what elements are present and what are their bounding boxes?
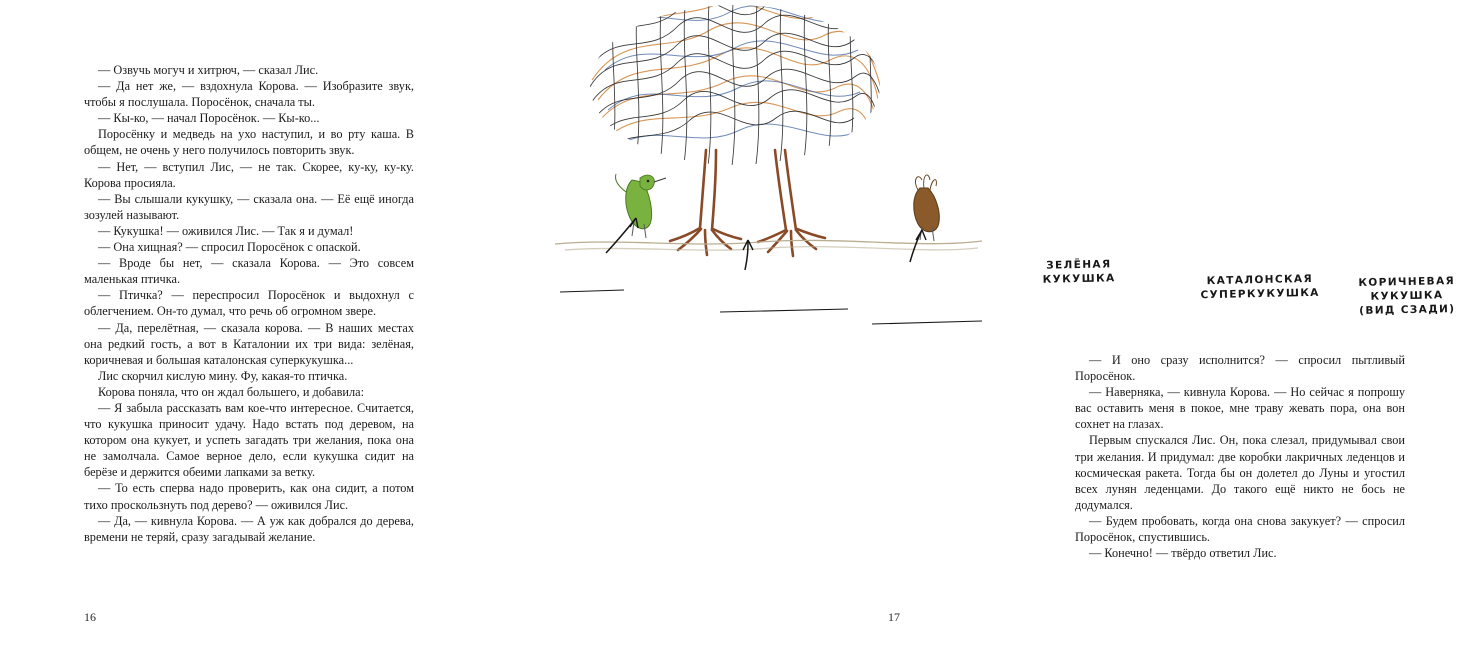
paragraph: Первым спускался Лис. Он, пока слезал, придумывал свои три желания. И придумал: две коробки лакричных леденцов и космическая ракета. Тогда бы он долетел до Луны и угостил всех лунян леденцами. До такого ещё никто не бось не додумался.: [1075, 433, 1405, 512]
paragraph: — Конечно! — твёрдо ответил Лис.: [1089, 546, 1277, 561]
paragraph: — Вы слышали кукушку, — сказала она. — Её ещё иногда зозулей называют.: [84, 191, 414, 222]
right-page-body: [1075, 352, 1405, 561]
paragraph: — Кы-ко, — начал Поросёнок. — Кы-ко...: [98, 111, 320, 126]
paragraph: — Птичка? — переспросил Поросёнок и выдохнул с облегчением. Он-то думал, что речь об огромном звере.: [84, 288, 414, 319]
paragraph: — То есть сперва надо проверить, как она сидит, а потом тихо проскользнуть под дерево? — оживился Лис.: [84, 481, 414, 512]
paragraph: Корова поняла, что он ждал большего, и добавила:: [98, 384, 364, 399]
paragraph: — Озвучь могуч и хитрюч, — сказал Лис.: [98, 63, 319, 77]
paragraph: Лис скорчил кислую мину. Фу, какая-то птичка.: [98, 368, 348, 383]
left-page-body: [84, 62, 414, 545]
page-number-right: 17: [888, 610, 900, 624]
paragraph: — Будем пробовать, когда она снова закукует? — спросил Поросёнок, спустившись.: [1075, 513, 1405, 545]
label-catalan-supercuckoo: КАТАЛОНСКАЯ СУПЕРКУКУШКА: [1200, 272, 1320, 302]
right-page: [500, 0, 1456, 667]
paragraph: — Нет, — вступил Лис, — не так. Скорее, ку-ку, ку-ку. Корова просияла.: [84, 159, 414, 190]
green-cuckoo-bird: [615, 174, 666, 238]
tree-crown: [588, 0, 892, 166]
paragraph: Поросёнку и медведь на ухо наступил, и во рту каша. В общем, не очень у него получилось повторить звук.: [84, 127, 414, 158]
paragraph: — Да, — кивнула Корова. — А уж как добрался до дерева, времени не теряй, сразу загадывай желание.: [84, 513, 414, 544]
paragraph: — Кукушка! — оживился Лис. — Так я и думал!: [98, 223, 354, 238]
tree-illustration: [520, 0, 990, 345]
label-green-cuckoo: ЗЕЛЁНАЯ КУКУШКА: [1042, 258, 1116, 286]
paragraph: — И оно сразу исполнится? — спросил пытливый Поросёнок.: [1075, 353, 1405, 384]
paragraph: — Наверняка, — кивнула Корова. — Но сейчас я попрошу вас оставить меня в покое, мне траву жевать пора, она вон сохнет на глазах.: [1075, 385, 1405, 432]
paragraph: — Она хищная? — спросил Поросёнок с опаской.: [98, 240, 361, 255]
label-brown-cuckoo: КОРИЧНЕВАЯ КУКУШКА (ВИД СЗАДИ): [1358, 274, 1456, 318]
left-page: [0, 0, 500, 667]
paragraph: — Вроде бы нет, — сказала Корова. — Это совсем маленькая птичка.: [84, 256, 414, 287]
brown-cuckoo-bird: [914, 175, 940, 241]
paragraph: — Да нет же, — вздохнула Корова. — Изобразите звук, чтобы я послушала. Поросёнок, сначала ты.: [84, 79, 414, 110]
page-number-left: 16: [84, 610, 96, 624]
paragraph: — Да, перелётная, — сказала корова. — В наших местах она редкий гость, а вот в Каталонии их три вида: зелёная, коричневая и большая каталонская суперкукушка...: [84, 320, 414, 367]
label-arrows: [560, 218, 982, 324]
paragraph: — Я забыла рассказать вам кое-что интересное. Считается, что кукушка приносит удачу. Надо встать под деревом, на котором она кукует, и успеть загадать три желания, пока она не замолчала. Самое верное дело, если кукушка сидит на берёзе и держится обеими лапками за ветку.: [84, 400, 414, 480]
ground-line: [555, 240, 982, 250]
